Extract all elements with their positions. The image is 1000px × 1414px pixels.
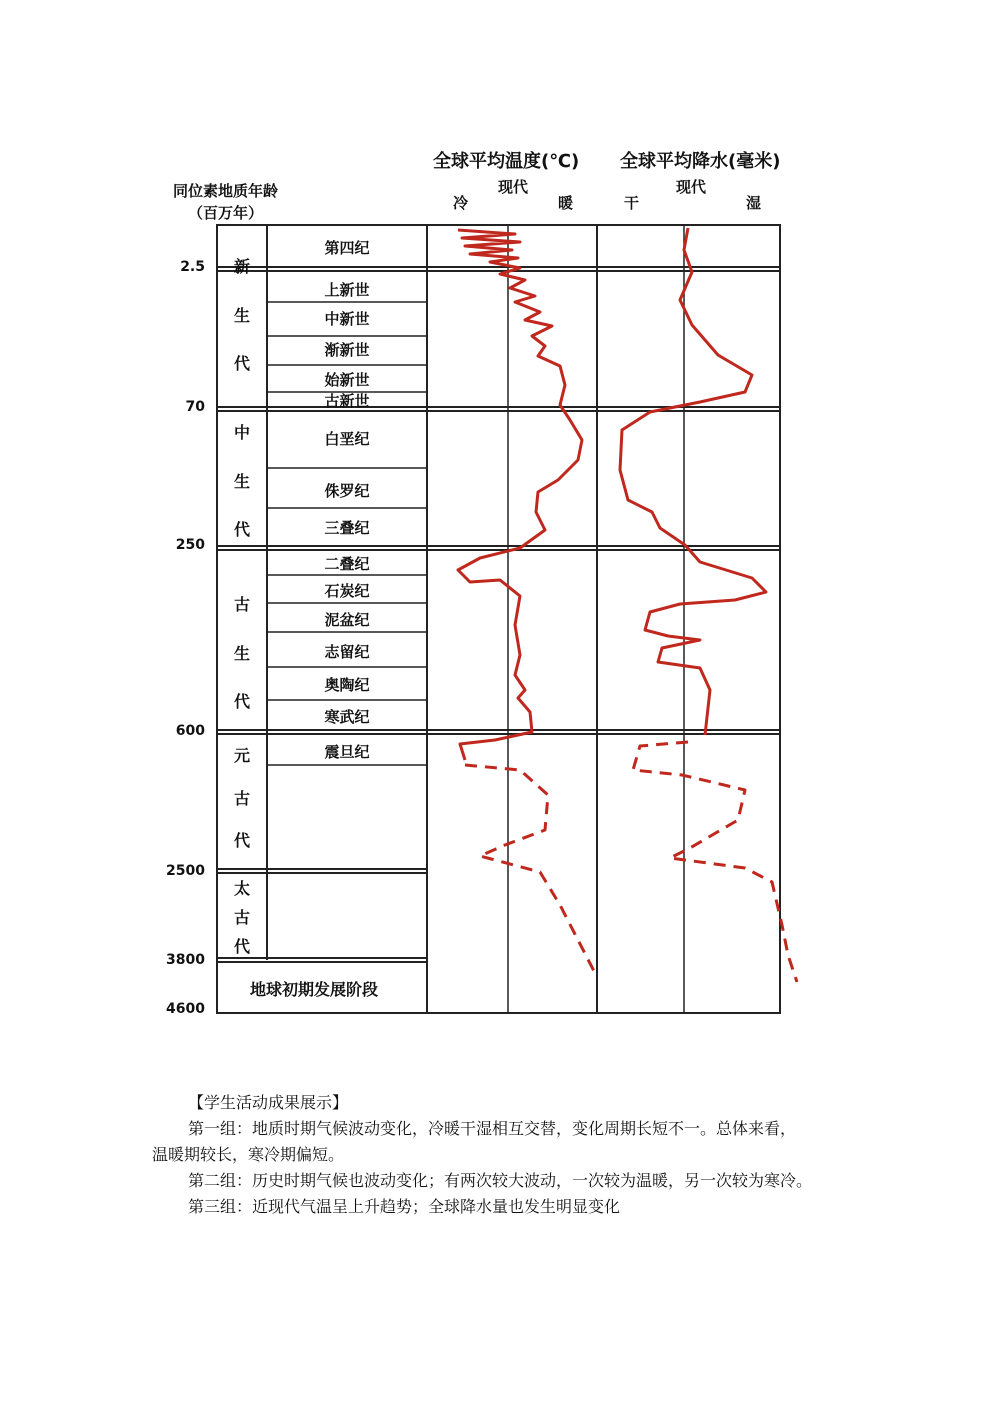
precip-wet-label: 湿 — [746, 194, 762, 212]
precip-dry-label: 干 — [624, 194, 640, 212]
age-tick: 2.5 — [180, 259, 205, 275]
period-label: 震旦纪 — [324, 743, 370, 761]
era-char: 古 — [234, 789, 251, 808]
era-char: 生 — [234, 472, 251, 491]
era-char: 代 — [234, 831, 251, 850]
era-char: 代 — [234, 937, 251, 956]
precip-modern-label: 现代 — [676, 178, 707, 196]
era-char: 元 — [234, 746, 251, 765]
age-axis-unit: （百万年） — [188, 204, 264, 222]
period-label: 志留纪 — [324, 643, 370, 661]
era-char: 代 — [234, 520, 251, 539]
era-char: 太 — [234, 879, 251, 898]
era-char: 新 — [234, 257, 251, 276]
era-char: 古 — [234, 595, 251, 614]
period-label: 二叠纪 — [324, 555, 370, 573]
period-label: 寒武纪 — [324, 708, 370, 726]
age-tick: 70 — [185, 399, 205, 415]
era-char: 古 — [234, 908, 251, 927]
temp-modern-label: 现代 — [498, 178, 529, 196]
section-heading: 【学生活动成果展示】 — [188, 1093, 349, 1112]
age-tick: 3800 — [166, 952, 205, 968]
era-char: 生 — [234, 306, 251, 325]
era-char: 中 — [234, 423, 251, 442]
precipitation-curve — [620, 228, 766, 735]
era-char: 代 — [234, 692, 251, 711]
paragraph-group3: 第三组：近现代气温呈上升趋势；全球降水量也发生明显变化 — [188, 1197, 621, 1216]
age-tick: 250 — [175, 537, 205, 553]
period-label: 渐新世 — [324, 341, 370, 359]
age-axis-label: 同位素地质年龄 — [173, 182, 279, 200]
period-label: 三叠纪 — [324, 519, 370, 537]
temp-warm-label: 暖 — [558, 194, 574, 212]
early-earth-stage: 地球初期发展阶段 — [250, 980, 379, 999]
paragraph-group1-cont: 温暖期较长，寒冷期偏短。 — [152, 1145, 345, 1164]
period-label: 始新世 — [324, 371, 370, 389]
period-label: 中新世 — [324, 310, 370, 328]
period-label: 泥盆纪 — [324, 611, 370, 629]
period-label: 上新世 — [324, 281, 370, 299]
paragraph-group1: 第一组：地质时期气候波动变化，冷暖干湿相互交替，变化周期长短不一。总体来看， — [188, 1119, 797, 1138]
temperature-curve — [458, 230, 582, 760]
age-tick: 2500 — [166, 863, 205, 879]
period-label: 侏罗纪 — [324, 482, 370, 500]
precipitation-curve-dashed — [633, 742, 797, 982]
period-label: 奥陶纪 — [324, 676, 370, 694]
period-label: 石炭纪 — [324, 582, 370, 600]
age-tick: 4600 — [166, 1001, 205, 1017]
paragraph-group2: 第二组：历史时期气候也波动变化；有两次较大波动，一次较为温暖，另一次较为寒冷。 — [188, 1171, 813, 1190]
period-label: 白垩纪 — [324, 430, 370, 448]
period-label: 第四纪 — [324, 239, 370, 257]
era-char: 生 — [234, 644, 251, 663]
temp-cold-label: 冷 — [453, 194, 469, 212]
temperature-curve-dashed — [465, 765, 596, 975]
period-label: 古新世 — [324, 392, 370, 410]
era-char: 代 — [234, 354, 251, 373]
precipitation-title: 全球平均降水(毫米) — [620, 151, 781, 172]
temperature-title: 全球平均温度(℃) — [433, 151, 580, 172]
age-tick: 600 — [175, 723, 205, 739]
